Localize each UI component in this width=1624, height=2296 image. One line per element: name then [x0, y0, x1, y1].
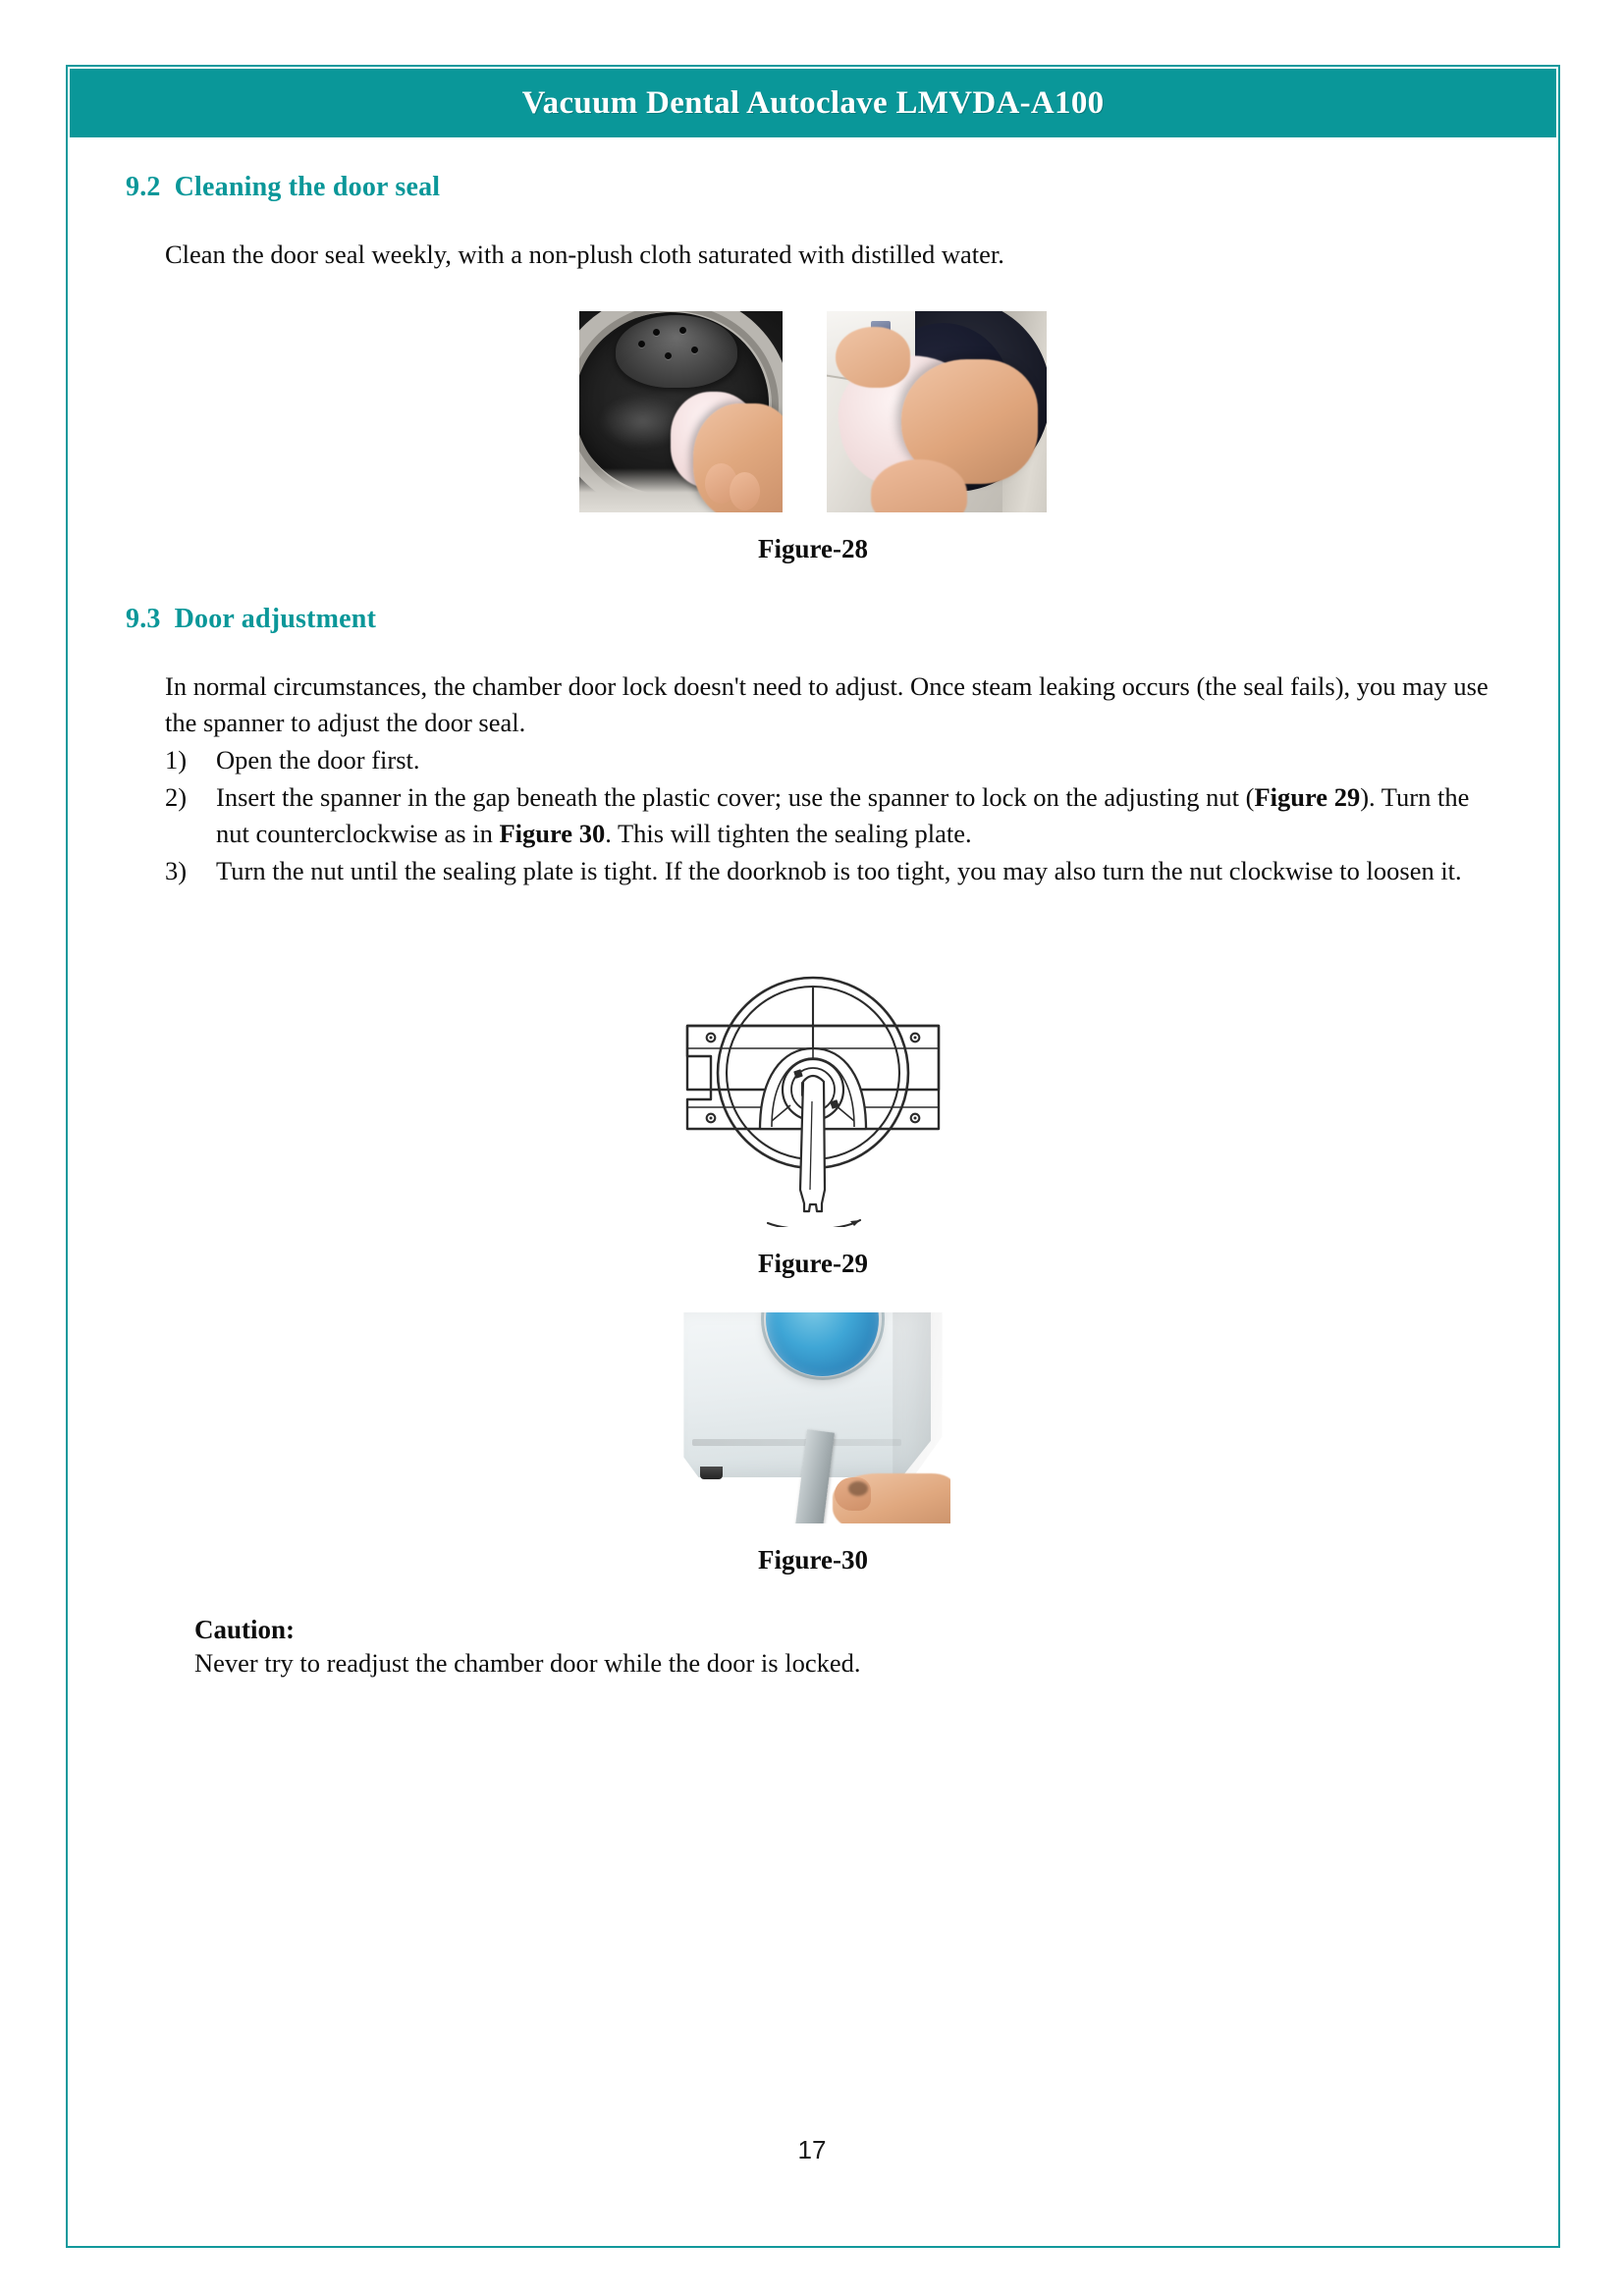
hand-left	[836, 327, 910, 388]
cabinet-foot	[700, 1467, 722, 1479]
caution-title: Caution:	[194, 1615, 296, 1645]
bracket-bolt-center	[710, 1117, 713, 1120]
list-text: Open the door first.	[216, 744, 420, 774]
door-adjustment-steps	[165, 742, 1500, 890]
section-heading-9-3	[126, 604, 1500, 635]
section-title-9-3: Door adjustment	[174, 603, 377, 634]
figure-30-image	[126, 1312, 1500, 1523]
list-marker: 2)	[165, 781, 188, 812]
cabinet-bevel	[893, 1312, 942, 1481]
bracket-bolt-center	[710, 1037, 713, 1040]
section-heading-9-2	[126, 172, 1500, 203]
list-marker: 3)	[165, 855, 188, 885]
list-text-mid: ). Turn the nut counterclockwise as in	[216, 781, 1470, 849]
spanner	[800, 1076, 825, 1211]
photo-door-seal-cleaning	[827, 311, 1047, 512]
figure-reference-30: Figure 30	[499, 819, 606, 849]
figure-28-caption: Figure-28	[758, 533, 868, 563]
section-body-9-3: In normal circumstances, the chamber door lock doesn't need to adjust. Once steam leaking occurs (the seal fails), you may use the spanner to adjust the door seal.	[165, 670, 1489, 738]
list-item	[165, 742, 1500, 779]
list-item	[165, 779, 1500, 853]
page-content	[126, 172, 1500, 1682]
finger	[730, 472, 760, 510]
door-lock-mechanism-diagram	[666, 933, 960, 1227]
locator-pin	[831, 1100, 839, 1108]
caution-text: Never try to readjust the chamber door while the door is locked.	[194, 1648, 861, 1679]
figure-28-images	[126, 311, 1500, 512]
cabinet-shadow-line	[692, 1439, 901, 1445]
page-header-title: Vacuum Dental Autoclave LMVDA-A100	[521, 84, 1105, 121]
section-number-9-3: 9.3	[126, 603, 161, 634]
list-item	[165, 853, 1500, 890]
caution-block	[194, 1615, 1500, 1682]
list-text-after: . This will tighten the sealing plate.	[605, 819, 972, 849]
photo-chamber-cleaning	[579, 311, 783, 512]
section-number-9-2: 9.2	[126, 172, 161, 202]
figure-29-drawing	[126, 933, 1500, 1227]
locator-pin	[794, 1070, 802, 1078]
section-title-9-2: Cleaning the door seal	[174, 172, 441, 202]
section-body-9-2: Clean the door seal weekly, with a non-plush cloth saturated with distilled water.	[165, 240, 1004, 269]
list-marker: 1)	[165, 744, 188, 774]
page-number: 17	[797, 2135, 827, 2164]
figure-29-caption: Figure-29	[758, 1249, 868, 1279]
bracket-bolt-center	[914, 1117, 917, 1120]
list-text: Insert the spanner in the gap beneath the plastic cover; use the spanner to lock on the adjusting nut (	[216, 781, 1255, 812]
page-header-banner	[70, 69, 1556, 137]
list-text: Turn the nut until the sealing plate is tight. If the doorknob is too tight, you may also turn the nut clockwise to loosen it.	[216, 855, 1462, 885]
bracket-bolt-center	[914, 1037, 917, 1040]
photo-autoclave-adjust	[676, 1312, 950, 1523]
rotation-arc	[768, 1220, 860, 1227]
figure-reference-29: Figure 29	[1254, 781, 1361, 812]
figure-30-caption: Figure-30	[758, 1545, 868, 1575]
